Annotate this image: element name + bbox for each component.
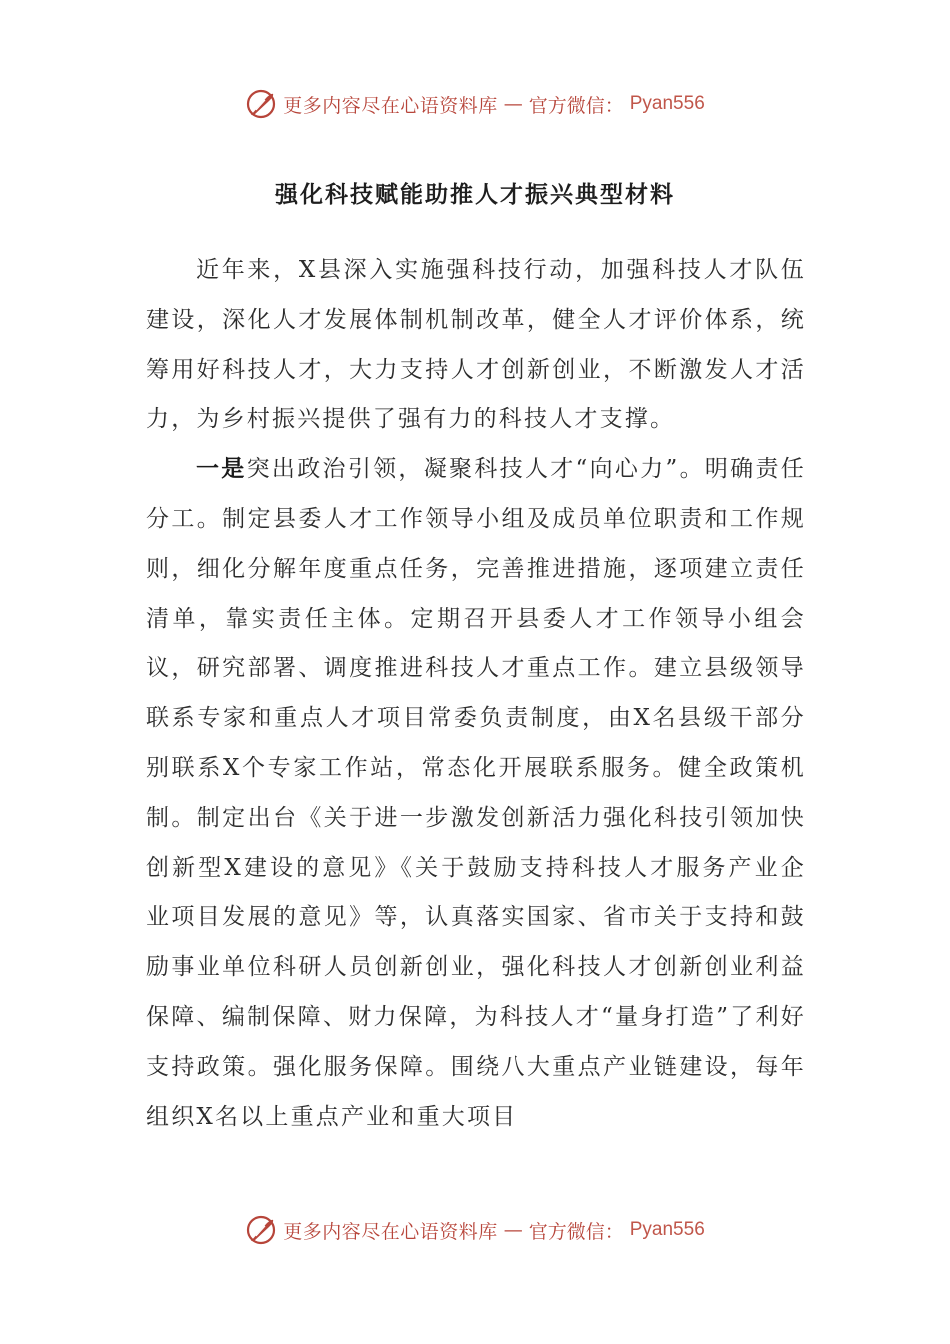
watermark-wechat-id: Pyan556: [629, 1219, 705, 1240]
document-title: 强化科技赋能助推人才振兴典型材料: [275, 182, 675, 208]
watermark-text: 更多内容尽在心语资料库: [283, 94, 498, 117]
footer-watermark: [0, 1210, 950, 1250]
paragraph-point-one-text: 突出政治引领，凝聚科技人才“向心力”。明确责任分工。制定县委人才工作领导小组及成员单位职责和工作规则，细化分解年度重点任务，完善推进措施，逐项建立责任清单，靠实责任主体。定期召开县委人才工作领导小组会议，研究部署、调度推进科技人才重点工作。建立县级领导联系专家和重点人才项目常委负责制度，由X名县级干部分别联系X个专家工作站，常态化开展联系服务。健全政策机制。制定出台《关于进一步激发创新活力强化科技引领加快创新型X建设的意见》《关于鼓励支持科技人才服务产业企业项目发展的意见》等，认真落实国家、省市关于支持和鼓励事业单位科研人员创新创业，强化科技人才创新创业利益保障、编制保障、财力保障，为科技人才“量身打造”了利好支持政策。强化服务保障。围绕八大重点产业链建设，每年组织X名以上重点产业和重大项目: [146, 456, 806, 1130]
paragraph-intro: [146, 246, 806, 445]
watermark-official-label: 官方微信：: [528, 94, 624, 117]
watermark-wechat-id: Pyan556: [629, 93, 705, 114]
quill-pen-logo-icon: [245, 88, 277, 120]
paragraph-point-one: [146, 445, 806, 1142]
paragraph-lead: 一是: [196, 456, 247, 483]
quill-pen-logo-icon: [245, 1214, 277, 1246]
watermark-official-label: 官方微信：: [528, 1220, 624, 1243]
watermark-separator: —: [503, 93, 523, 115]
watermark-text: 更多内容尽在心语资料库: [283, 1220, 498, 1243]
document-body: [146, 246, 806, 1142]
header-watermark: [0, 84, 950, 124]
paragraph-intro-text: 近年来，X县深入实施强科技行动，加强科技人才队伍建设，深化人才发展体制机制改革，健全人才评价体系，统筹用好科技人才，大力支持人才创新创业，不断激发人才活力，为乡村振兴提供了强有力的科技人才支撑。: [146, 257, 806, 433]
watermark-separator: —: [503, 1219, 523, 1241]
